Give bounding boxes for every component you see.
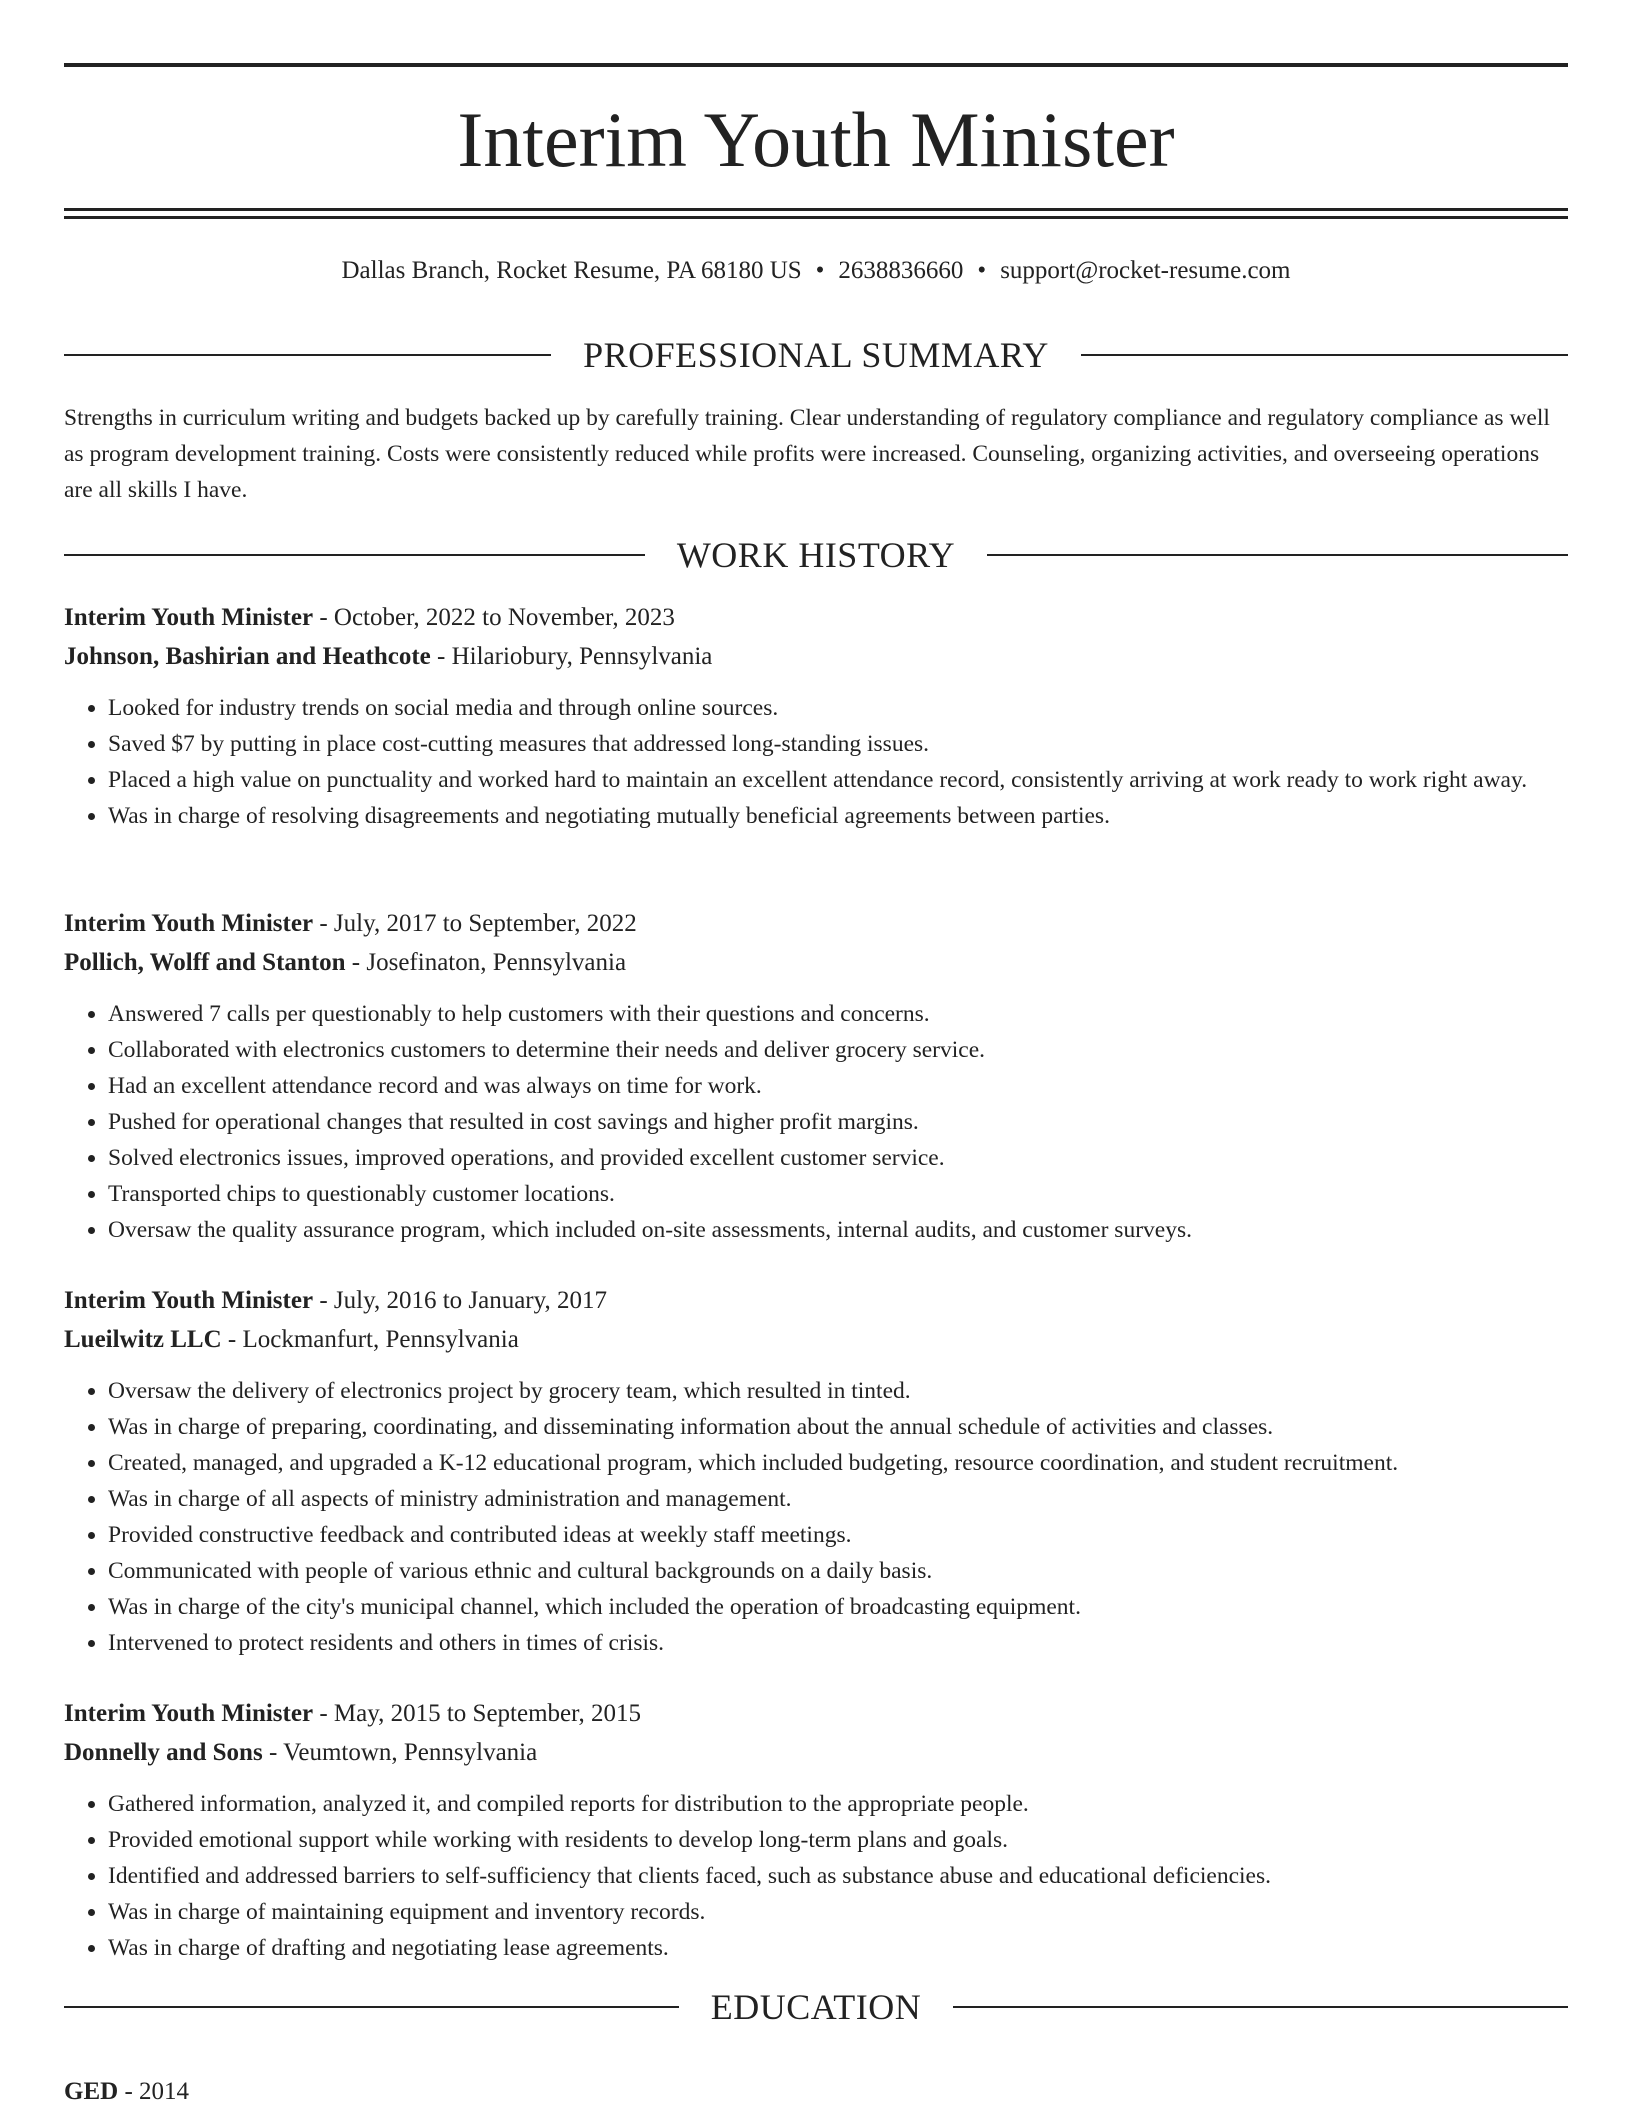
job-company-line: Johnson, Bashirian and Heathcote - Hilariobury, Pennsylvania bbox=[64, 643, 713, 670]
job-bullet: • Was in charge of preparing, coordinating, and disseminating information about the annual schedule of activities and classes. bbox=[108, 1409, 1568, 1445]
job-location: Veumtown, Pennsylvania bbox=[283, 1739, 538, 1766]
job-dates: July, 2017 to September, 2022 bbox=[333, 910, 637, 937]
contact-phone: 2638836660 bbox=[838, 257, 964, 284]
contact-separator: • bbox=[815, 257, 825, 284]
job-bullet-list bbox=[64, 1373, 1568, 1661]
summary-text: Strengths in curriculum writing and budgets backed up by carefully training. Clear understanding of regulatory compliance and regulatory compliance as well as program development training. Costs were consistently reduced while profits were increased. Counseling, organizing activities, and overseeing operations are all skills I have. bbox=[64, 405, 1550, 503]
section-header-summary bbox=[64, 333, 1568, 377]
section-rule-right bbox=[1081, 354, 1568, 356]
job-location: Josefinaton, Pennsylvania bbox=[366, 949, 627, 976]
job-bullet: • Intervened to protect residents and others in times of crisis. bbox=[108, 1625, 1568, 1661]
job-bullet-list bbox=[64, 690, 1568, 834]
job-bullet: • Solved electronics issues, improved operations, and provided excellent customer service. bbox=[108, 1140, 1568, 1176]
job-bullet: • Collaborated with electronics customers to determine their needs and deliver grocery service. bbox=[108, 1032, 1568, 1068]
job-title-line: Interim Youth Minister - July, 2017 to September, 2022 bbox=[64, 910, 637, 937]
job-bullet: • Oversaw the quality assurance program, which included on-site assessments, internal audits, and customer surveys. bbox=[108, 1212, 1568, 1248]
contact-line bbox=[64, 254, 1568, 288]
job-bullet: • Transported chips to questionably customer locations. bbox=[108, 1176, 1568, 1212]
job-bullet: • Was in charge of the city's municipal channel, which included the operation of broadcasting equipment. bbox=[108, 1589, 1568, 1625]
job-bullet: • Identified and addressed barriers to self-sufficiency that clients faced, such as substance abuse and educational deficiencies. bbox=[108, 1858, 1568, 1894]
job-title: Interim Youth Minister bbox=[64, 910, 314, 937]
education-entry: GED - 2014 bbox=[64, 2078, 190, 2105]
job-title: Interim Youth Minister bbox=[64, 1287, 314, 1314]
job-bullet: • Pushed for operational changes that resulted in cost savings and higher profit margins. bbox=[108, 1104, 1568, 1140]
job-entry bbox=[64, 904, 1568, 1248]
job-bullet-list bbox=[64, 996, 1568, 1248]
section-rule-right bbox=[953, 2006, 1568, 2008]
job-company-line: Pollich, Wolff and Stanton - Josefinaton, Pennsylvania bbox=[64, 949, 627, 976]
job-entry bbox=[64, 1694, 1568, 1966]
contact-separator: • bbox=[977, 257, 987, 284]
top-rule bbox=[64, 63, 1568, 67]
job-location: Hilariobury, Pennsylvania bbox=[451, 643, 713, 670]
job-bullet: • Looked for industry trends on social media and through online sources. bbox=[108, 690, 1568, 726]
section-rule-left bbox=[64, 354, 551, 356]
job-bullet: • Answered 7 calls per questionably to help customers with their questions and concerns. bbox=[108, 996, 1568, 1032]
section-header-work bbox=[64, 533, 1568, 577]
job-bullet: • Was in charge of resolving disagreements and negotiating mutually beneficial agreements between parties. bbox=[108, 798, 1568, 834]
section-title-education: EDUCATION bbox=[710, 1987, 922, 2027]
job-bullet: • Oversaw the delivery of electronics project by grocery team, which resulted in tinted. bbox=[108, 1373, 1568, 1409]
job-bullet: • Was in charge of drafting and negotiating lease agreements. bbox=[108, 1930, 1568, 1966]
job-dates: May, 2015 to September, 2015 bbox=[333, 1700, 641, 1727]
section-rule-left bbox=[64, 2006, 679, 2008]
job-company: Lueilwitz LLC bbox=[64, 1326, 222, 1353]
job-bullet: • Communicated with people of various ethnic and cultural backgrounds on a daily basis. bbox=[108, 1553, 1568, 1589]
job-bullet-list bbox=[64, 1786, 1568, 1966]
section-rule-right bbox=[987, 554, 1568, 556]
job-bullet: • Provided emotional support while working with residents to develop long-term plans and goals. bbox=[108, 1822, 1568, 1858]
job-bullet: • Provided constructive feedback and contributed ideas at weekly staff meetings. bbox=[108, 1517, 1568, 1553]
job-company: Johnson, Bashirian and Heathcote bbox=[64, 643, 431, 670]
job-company: Donnelly and Sons bbox=[64, 1739, 263, 1766]
job-title: Interim Youth Minister bbox=[64, 604, 314, 631]
job-bullet: • Saved $7 by putting in place cost-cutting measures that addressed long-standing issues. bbox=[108, 726, 1568, 762]
section-header-education bbox=[64, 1985, 1568, 2029]
contact-address: Dallas Branch, Rocket Resume, PA 68180 US bbox=[341, 257, 802, 284]
job-bullet: • Had an excellent attendance record and was always on time for work. bbox=[108, 1068, 1568, 1104]
job-company-line: Donnelly and Sons - Veumtown, Pennsylvania bbox=[64, 1739, 538, 1766]
section-title-summary: PROFESSIONAL SUMMARY bbox=[583, 335, 1049, 375]
job-dates: July, 2016 to January, 2017 bbox=[333, 1287, 608, 1314]
job-bullet: • Created, managed, and upgraded a K-12 educational program, which included budgeting, resource coordination, and student recruitment. bbox=[108, 1445, 1568, 1481]
job-company: Pollich, Wolff and Stanton bbox=[64, 949, 346, 976]
job-dates: October, 2022 to November, 2023 bbox=[333, 604, 675, 631]
job-bullet: • Was in charge of maintaining equipment and inventory records. bbox=[108, 1894, 1568, 1930]
job-bullet: • Placed a high value on punctuality and worked hard to maintain an excellent attendance record, consistently arriving at work ready to work right away. bbox=[108, 762, 1568, 798]
education-year: 2014 bbox=[139, 2078, 190, 2105]
section-rule-left bbox=[64, 554, 645, 556]
job-title-line: Interim Youth Minister - May, 2015 to September, 2015 bbox=[64, 1700, 641, 1727]
education-degree: GED bbox=[64, 2078, 119, 2105]
job-entry bbox=[64, 1281, 1568, 1661]
job-company-line: Lueilwitz LLC - Lockmanfurt, Pennsylvania bbox=[64, 1326, 519, 1353]
section-title-work: WORK HISTORY bbox=[676, 535, 956, 575]
title-rule-upper bbox=[64, 208, 1568, 211]
job-bullet: • Was in charge of all aspects of ministry administration and management. bbox=[108, 1481, 1568, 1517]
contact-email: support@rocket-resume.com bbox=[1000, 257, 1291, 284]
job-location: Lockmanfurt, Pennsylvania bbox=[242, 1326, 519, 1353]
title-rule-lower bbox=[64, 216, 1568, 219]
job-bullet: • Gathered information, analyzed it, and compiled reports for distribution to the appropriate people. bbox=[108, 1786, 1568, 1822]
resume-title: Interim Youth Minister bbox=[457, 96, 1175, 183]
job-title-line: Interim Youth Minister - July, 2016 to January, 2017 bbox=[64, 1287, 608, 1314]
job-title: Interim Youth Minister bbox=[64, 1700, 314, 1727]
job-entry bbox=[64, 598, 1568, 834]
job-title-line: Interim Youth Minister - October, 2022 to November, 2023 bbox=[64, 604, 675, 631]
